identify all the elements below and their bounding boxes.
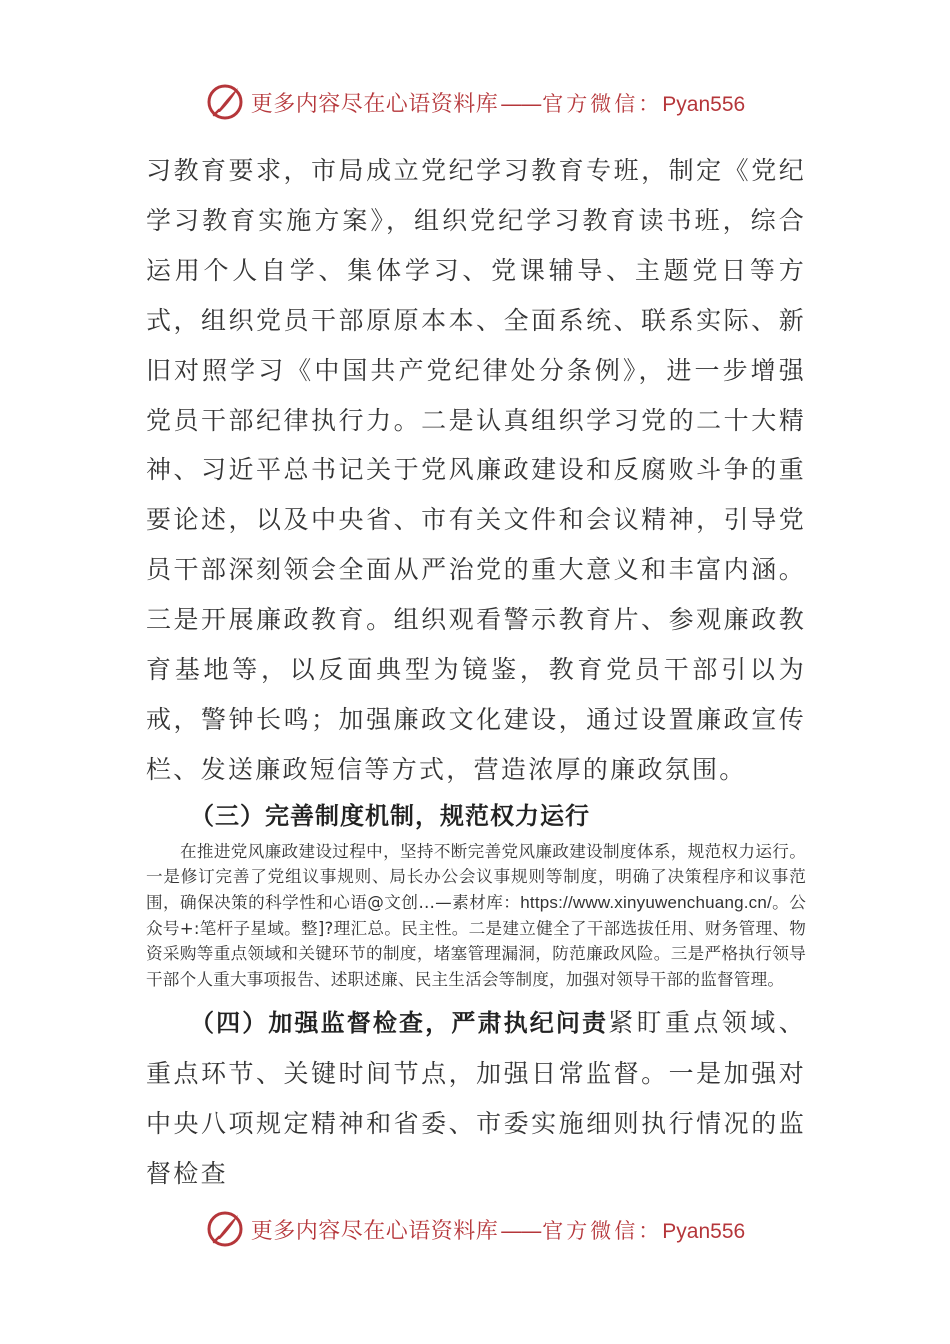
document-body	[146, 146, 806, 1199]
banner-main-text: 更多内容尽在心语资料库	[250, 91, 499, 117]
paragraph-system-part1: 在推进党风廉政建设过程中，坚持不断完善党风廉政建设制度体系，规范权力运行。一是修订完善了党组议事规则、局长办公会议事规则等制度，明确了决策程序和议事范围，确保决策的科学性和心语@文创…—素材库：	[146, 841, 806, 912]
wechat-label: 官方微信：	[542, 91, 663, 116]
header-banner	[0, 80, 950, 124]
wechat-label: 官方微信：	[542, 1218, 663, 1243]
banner-dash: ——	[500, 1218, 541, 1244]
banner-main-text: 更多内容尽在心语资料库	[250, 1218, 499, 1244]
source-url: https://www.xinyuwenchuang.cn/	[520, 892, 772, 912]
section-heading-3: （三）完善制度机制，规范权力运行	[190, 801, 590, 830]
paragraph-system	[146, 839, 806, 993]
banner-text	[251, 1214, 745, 1245]
section-heading-4: （四）加强监督检查，严肃执纪问责	[190, 1009, 609, 1038]
paragraph-system-part2: 。公众号+:笔杆子星域。整]?理汇总。民主性。二是建立健全了干部选拔任用、财务管理、物资采购等重点领域和关键环节的制度，堵塞管理漏洞，防范廉政风险。三是严格执行领导干部个人重大事项报告、述职述廉、民主生活会等制度，加强对领导干部的监督管理。	[146, 892, 806, 989]
paragraph-education: 习教育要求，市局成立党纪学习教育专班，制定《党纪学习教育实施方案》，组织党纪学习教育读书班，综合运用个人自学、集体学习、党课辅导、主题党日等方式，组织党员干部原原本本、全面系统、联系实际、新旧对照学习《中国共产党纪律处分条例》，进一步增强党员干部纪律执行力。二是认真组织学习党的二十大精神、习近平总书记关于党风廉政建设和反腐败斗争的重要论述，以及中央省、市有关文件和会议精神，引导党员干部深刻领会全面从严治党的重大意义和丰富内涵。三是开展廉政教育。组织观看警示教育片、参观廉政教育基地等，以反面典型为镜鉴，教育党员干部引以为戒，警钟长鸣；加强廉政文化建设，通过设置廉政宣传栏、发送廉政短信等方式，营造浓厚的廉政氛围。	[146, 156, 806, 784]
banner-text	[251, 87, 745, 118]
paragraph-supervision	[146, 998, 806, 1199]
banner-dash: ——	[500, 91, 541, 117]
wechat-id: Pyan556	[662, 1219, 746, 1243]
wechat-id: Pyan556	[662, 92, 746, 116]
quill-logo-icon	[205, 1209, 245, 1249]
footer-banner	[0, 1207, 950, 1251]
paragraph-supervision-text: 紧盯重点领域、重点环节、关键时间节点，加强日常监督。一是加强对中央八项规定精神和省委、市委实施细则执行情况的监督检查	[146, 1008, 806, 1189]
quill-logo-icon	[205, 82, 245, 122]
